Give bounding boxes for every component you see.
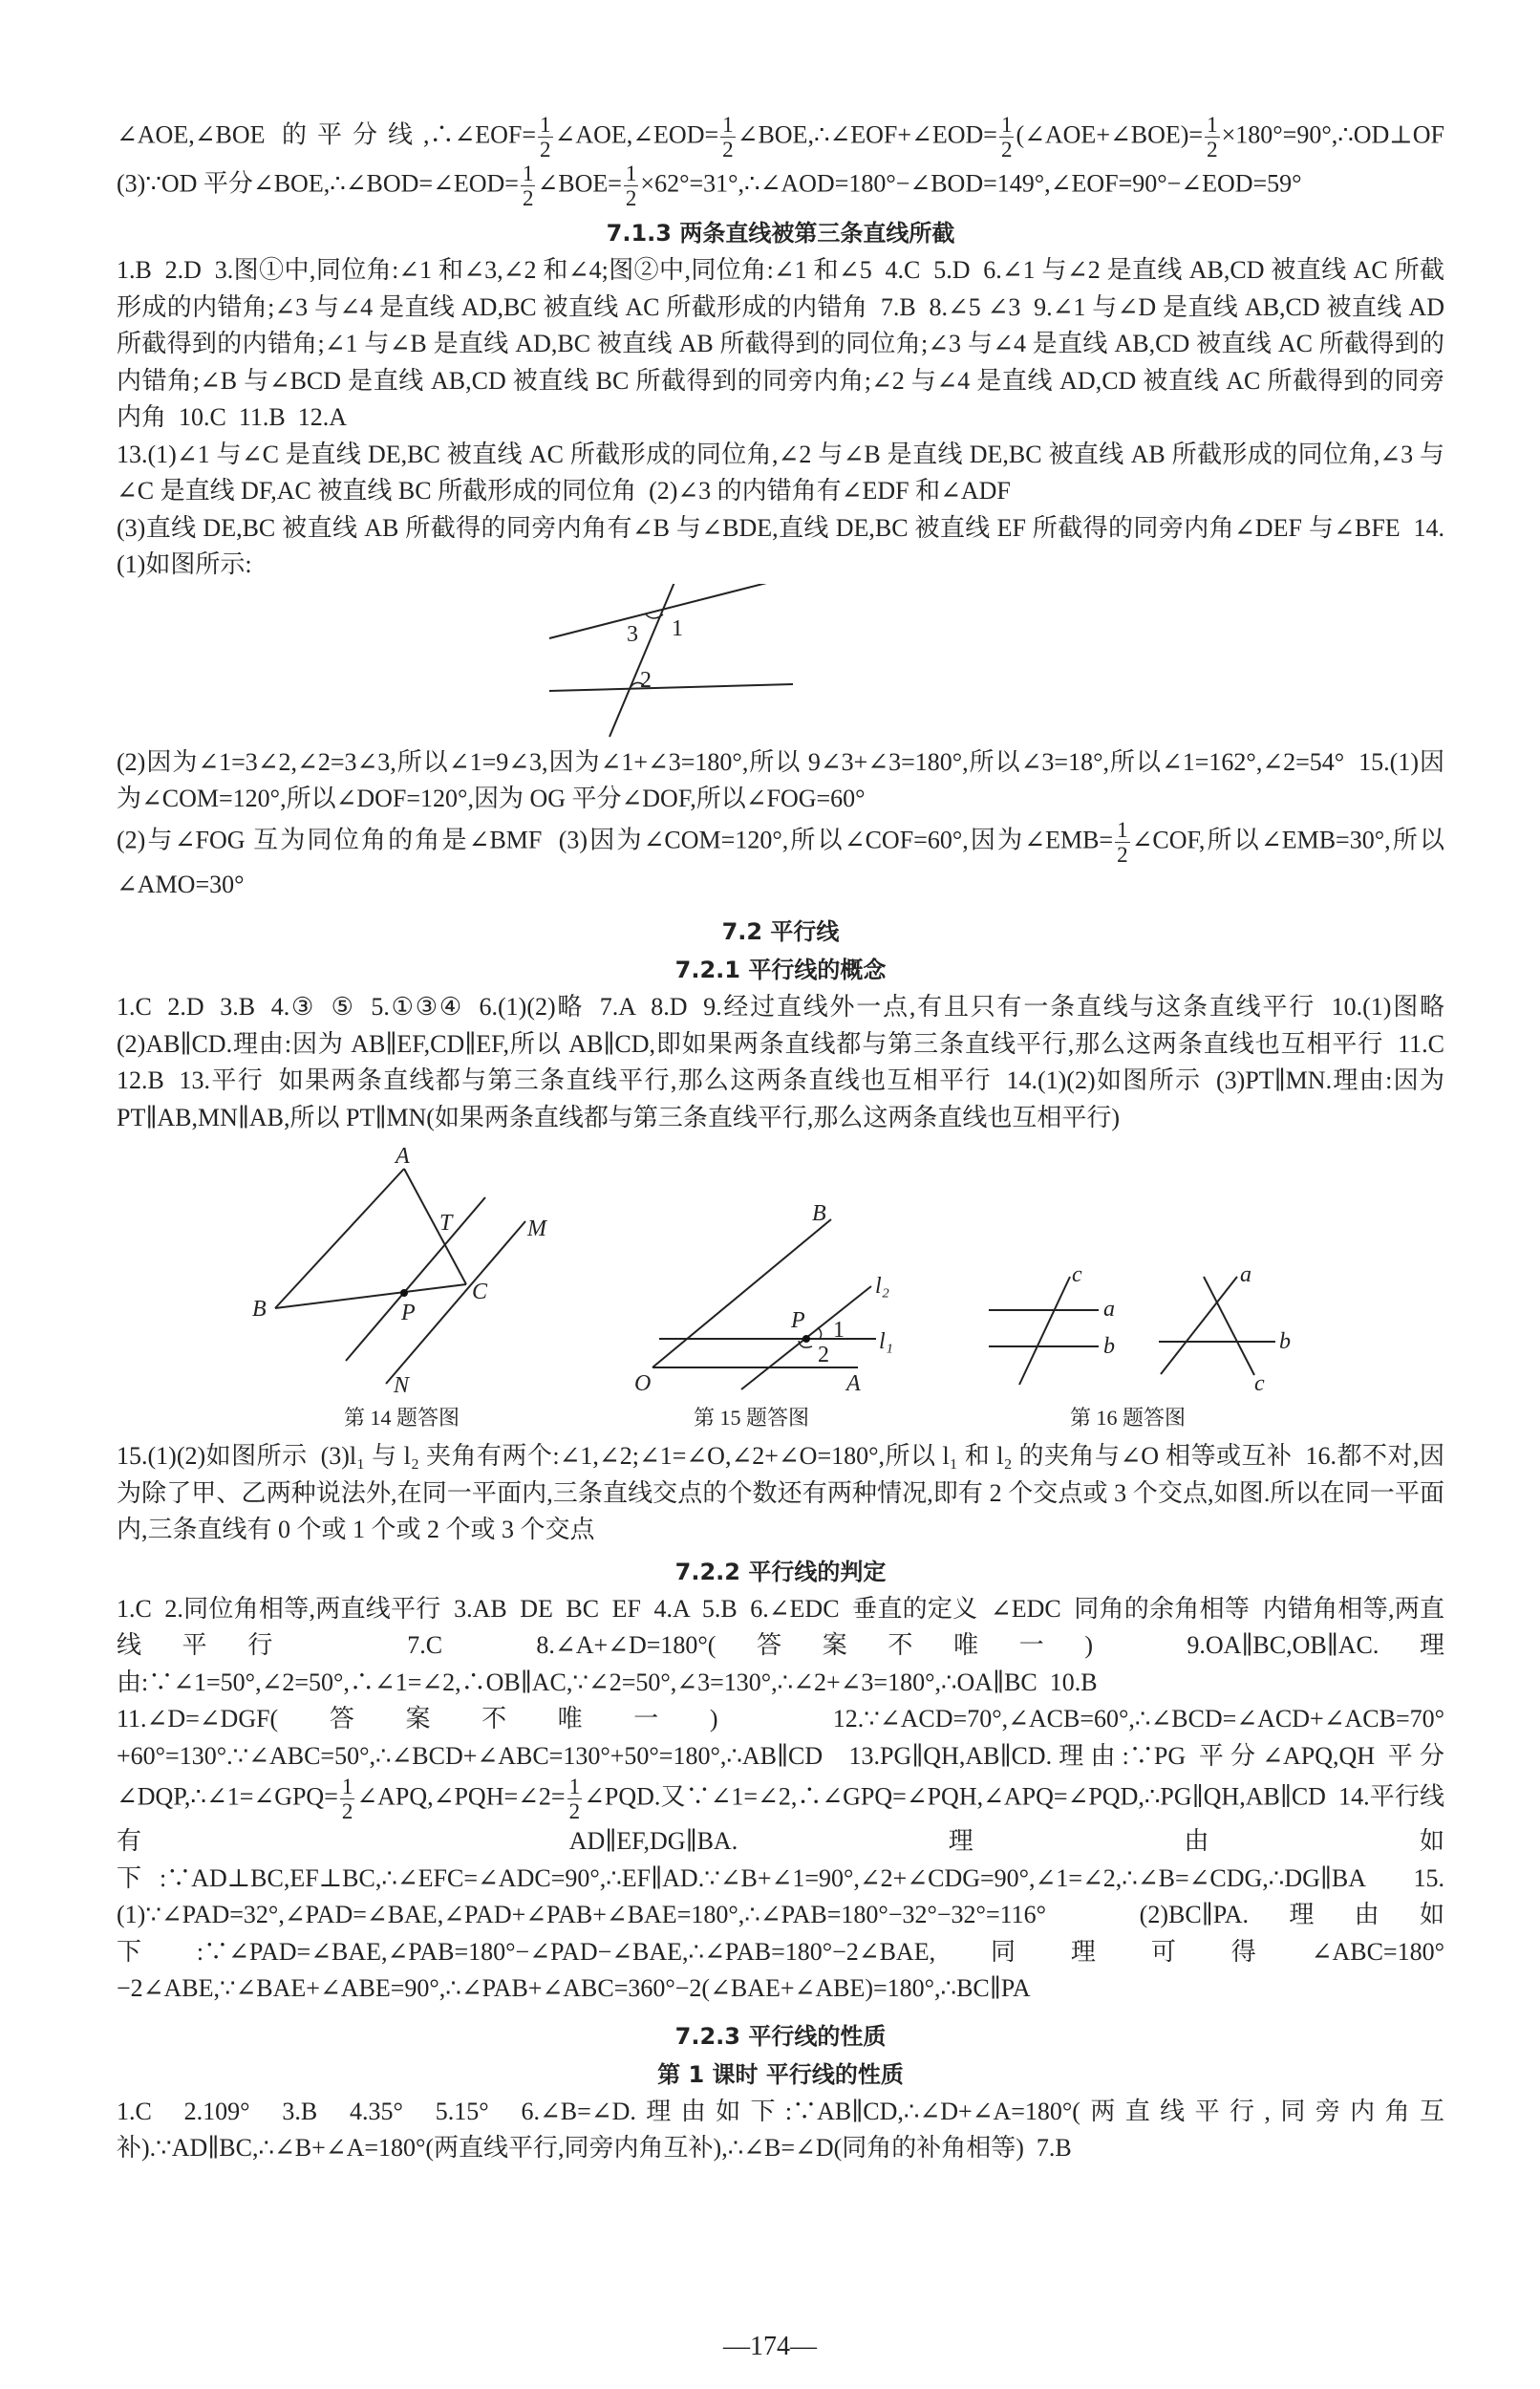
label-a: A <box>396 1144 410 1169</box>
angle-label: 3 <box>627 621 638 647</box>
section-heading-7-2: 7.2 平行线 <box>721 918 840 945</box>
answer-paragraph <box>117 2094 1444 2167</box>
section-heading-7-1-3: 7.1.3 两条直线被第三条直线所截 <box>606 220 955 247</box>
label-b: b <box>1279 1329 1291 1354</box>
fraction-numerator: 1 <box>722 113 734 137</box>
section-heading-7-2-3: 7.2.3 平行线的性质 <box>674 2022 887 2050</box>
figure-14-1 <box>117 584 1444 744</box>
text-run: (2)因为∠1=3∠2,∠2=3∠3,所以∠1=9∠3,因为∠1+∠3=180°,所以 9∠3+∠3=180°,所以∠3=18°,所以∠1=162°,∠2=54° 15.(1)因为∠COM=120°,所以∠DOF=120°,因为 OG 平分∠DOF,所以∠FOG=60° <box>117 747 1444 812</box>
text-run: 1.C 2.同位角相等,两直线平行 3.AB DE BC EF 4.A 5.B 6.∠EDC 垂直的定义 ∠EDC 同角的余角相等 内错角相等,两直线平行 7.C 8.∠A+∠D=180°(答案不唯一) 9.OA∥BC,OB∥AC.理由:∵∠1=50°,∠2=50°,∴∠1=∠2,∴OB∥AC,∵∠2=50°,∠3=130°,∴∠2+∠3=180°,∴OA∥BC 10.B <box>117 1594 1444 1696</box>
section-heading-7-2-1: 7.2.1 平行线的概念 <box>674 957 887 983</box>
label-c: c <box>1254 1371 1265 1396</box>
fraction-denominator: 2 <box>722 138 734 161</box>
figure-row-14-15-16 <box>117 1136 1444 1438</box>
label-p: P <box>401 1301 416 1325</box>
point-p <box>400 1289 408 1297</box>
text-run: ×180°=90°,∴OD⊥OF (3)∵OD 平分∠BOE,∴∠BOD=∠EOD= <box>117 120 1457 198</box>
fraction-numerator: 1 <box>540 113 551 137</box>
label-a: a <box>1240 1262 1251 1287</box>
angle-label-1: 1 <box>833 1318 845 1343</box>
fraction <box>567 1775 583 1823</box>
text-run: ∠BOE,∴∠EOF+∠EOD= <box>737 120 997 149</box>
fraction-denominator: 2 <box>341 1799 353 1823</box>
fraction <box>999 113 1015 161</box>
figure-caption: 第 15 题答图 <box>694 1406 810 1430</box>
answer-paragraph <box>117 1591 1444 1702</box>
text-run: ∠AOE,∠EOD= <box>554 120 719 149</box>
text-run: 1.C 2.109° 3.B 4.35° 5.15° 6.∠B=∠D.理由如下:∵AB∥CD,∴∠D+∠A=180°(两直线平行,同旁内角互补).∵AD∥BC,∴∠B+∠A=180°(两直线平行,同旁内角互补),∴∠B=∠D(同角的补角相等) 7.B <box>117 2097 1444 2162</box>
lesson-heading: 第 1 课时 平行线的性质 <box>657 2060 904 2088</box>
answer-paragraph <box>117 510 1444 584</box>
fraction-denominator: 2 <box>1207 138 1218 161</box>
label-t: T <box>439 1211 453 1236</box>
fraction-numerator: 1 <box>625 161 637 185</box>
figure-caption: 第 14 题答图 <box>344 1406 460 1430</box>
answer-paragraph <box>117 1701 1444 2008</box>
fraction-denominator: 2 <box>625 186 637 210</box>
text-run: 13.(1)∠1 与∠C 是直线 DE,BC 被直线 AC 所截形成的同位角,∠2 与∠B 是直线 DE,BC 被直线 AB 所截形成的同位角,∠3 与∠C 是直线 DF,AC 被直线 BC 所截形成的同位角 (2)∠3 的内错角有∠EDF 和∠ADF <box>117 440 1444 505</box>
answer-paragraph <box>117 437 1444 510</box>
fraction-denominator: 2 <box>540 138 551 161</box>
label-m: M <box>527 1216 546 1241</box>
text-run: (2)与∠FOG 互为同位角的角是∠BMF (3)因为∠COM=120°,所以∠COF=60°,因为∠EMB= <box>117 825 1114 853</box>
answer-page <box>117 113 1457 2167</box>
fraction-numerator: 1 <box>341 1775 353 1798</box>
text-run: ×62°=31°,∴∠AOD=180°−∠BOD=149°,∠EOF=90°−∠EOD=59° <box>640 169 1302 198</box>
fraction-denominator: 2 <box>1000 138 1013 161</box>
answer-paragraph <box>117 744 1444 818</box>
fraction-denominator: 2 <box>568 1799 581 1823</box>
text-run: (3)直线 DE,BC 被直线 AB 所截得的同旁内角有∠B 与∠BDE,直线 DE,BC 被直线 EF 所截得的同旁内角∠DEF 与∠BFE 14.(1)如图所示: <box>117 513 1444 578</box>
fraction <box>624 161 639 210</box>
text-run: 11.∠D=∠DGF(答案不唯一) 12.∵∠ACD=70°,∠ACB=60°,∴∠BCD=∠ACD+∠ACB=70°+60°=130°.∵∠ABC=50°,∴∠BCD+∠ABC=130°+50°=180°,∴AB∥CD 13.PG∥QH,AB∥CD.理由:∵PG 平分∠APQ,QH 平分∠DQP,∴∠1=∠GPQ= <box>117 1705 1444 1811</box>
fraction <box>538 113 553 161</box>
answer-paragraph <box>117 113 1457 210</box>
fraction <box>720 113 736 161</box>
text-run: (∠AOE+∠BOE)= <box>1016 120 1204 149</box>
answer-paragraph <box>117 818 1444 904</box>
angle-label: 1 <box>672 615 683 641</box>
text-run: ∠PQD.又∵∠1=∠2,∴∠GPQ=∠PQH,∠APQ=∠PQD,∴PG∥QH,AB∥CD 14.平行线有 AD∥EF,DG∥BA.理由如下:∵AD⊥BC,EF⊥BC,∴∠EFC=∠ADC=90°,∴EF∥AD.∵∠B+∠1=90°,∠2+∠CDG=90°,∠1=∠2,∴∠B=∠CDG,∴DG∥BA 15.(1)∵∠PAD=32°,∠PAD=∠BAE,∠PAD+∠PAB+∠BAE=180°,∴∠PAB=180°−32°−32°=116° (2)BC∥PA.理由如下:∵∠PAD=∠BAE,∠PAB=180°−∠PAD−∠BAE,∴∠PAB=180°−2∠BAE,同理可得∠ABC=180°−2∠ABE,∵∠BAE+∠ABE=90°,∴∠PAB+∠ABC=360°−2(∠BAE+∠ABE)=180°,∴BC∥PA <box>117 1782 1444 2002</box>
label-c: c <box>1072 1262 1082 1287</box>
figure-16 <box>989 1262 1291 1430</box>
angle-label-2: 2 <box>818 1343 829 1367</box>
fraction <box>521 161 536 210</box>
fraction-numerator: 1 <box>1207 113 1218 137</box>
text-run: ∠COF,所以∠EMB=30°,所以∠AMO=30° <box>117 825 1444 898</box>
fraction-numerator: 1 <box>1117 817 1128 842</box>
fraction-numerator: 1 <box>568 1775 581 1798</box>
text-run: 15.(1)(2)如图所示 (3)l₁ 与 l₂ 夹角有两个:∠1,∠2;∠1=∠O,∠2+∠O=180°,所以 l₁ 和 l₂ 的夹角与∠O 相等或互补 16.都不对,因为除了甲、乙两种说法外,在同一平面内,三条直线交点的个数还有两种情况,即有 2 个交点或 3 个交点,如图.所以在同一平面内,三条直线有 0 个或 1 个或 2 个或 3 个交点 <box>117 1442 1444 1543</box>
fraction <box>1205 113 1220 161</box>
answer-paragraph <box>117 989 1457 1136</box>
label-c: C <box>472 1280 488 1304</box>
figure-14 <box>252 1144 548 1430</box>
line-bottom <box>549 684 793 691</box>
fraction-numerator: 1 <box>522 161 534 185</box>
answer-paragraph <box>117 1438 1444 1549</box>
figure-caption: 第 16 题答图 <box>1070 1406 1187 1430</box>
text-run: 1.C 2.D 3.B 4.③ ⑤ 5.①③④ 6.(1)(2)略 7.A 8.D 9.经过直线外一点,有且只有一条直线与这条直线平行 10.(1)图略 (2)AB∥CD.理由:因为 AB∥EF,CD∥EF,所以 AB∥CD,即如果两条直线都与第三条直线平行,那么这两条直线也互相平行 11.C 12.B 13.平行 如果两条直线都与第三条直线平行,那么这两条直线也互相平行 14.(1)(2)如图所示 (3)PT∥MN.理由:因为 PT∥AB,MN∥AB,所以 PT∥MN(如果两条直线都与第三条直线平行,那么这两条直线也互相平行) <box>117 993 1457 1131</box>
label-b: B <box>252 1297 267 1322</box>
fraction <box>1115 818 1130 867</box>
label-l1: l₁ <box>879 1329 894 1354</box>
label-b: B <box>812 1201 826 1226</box>
text-run: ∠BOE= <box>537 169 622 198</box>
answer-paragraph <box>117 252 1451 437</box>
label-p: P <box>791 1308 805 1333</box>
page-number: —174— <box>723 2332 817 2361</box>
fraction-denominator: 2 <box>522 186 534 210</box>
fraction-denominator: 2 <box>1117 842 1128 867</box>
label-a: a <box>1103 1297 1115 1322</box>
label-l2: l₂ <box>875 1274 890 1299</box>
fraction-numerator: 1 <box>1000 113 1013 137</box>
angle-label: 2 <box>640 667 652 693</box>
text-run: 1.B 2.D 3.图①中,同位角:∠1 和∠3,∠2 和∠4;图②中,同位角:∠1 和∠5 4.C 5.D 6.∠1 与∠2 是直线 AB,CD 被直线 AC 所截形成的内错角;∠3 与∠4 是直线 AD,BC 被直线 AC 所截形成的内错角 7.B 8.∠5 ∠3 9.∠1 与∠D 是直线 AB,CD 被直线 AD 所截得到的内错角;∠1 与∠B 是直线 AD,BC 被直线 AB 所截得到的同位角;∠3 与∠4 是直线 AB,CD 被直线 AC 所截得到的内错角;∠B 与∠BCD 是直线 AB,CD 被直线 BC 所截得到的同旁内角;∠2 与∠4 是直线 AD,CD 被直线 AC 所截得到的同旁内角 10.C 11.B 12.A <box>117 256 1451 431</box>
text-run: ∠APQ,∠PQH=∠2= <box>356 1782 566 1811</box>
label-o: O <box>634 1371 652 1396</box>
fraction <box>340 1775 355 1823</box>
section-heading-7-2-2: 7.2.2 平行线的判定 <box>674 1558 887 1585</box>
text-run: ∠AOE,∠BOE 的平分线,∴∠EOF= <box>117 120 537 149</box>
label-a: A <box>846 1371 861 1396</box>
label-b: b <box>1103 1334 1115 1359</box>
label-n: N <box>394 1373 410 1398</box>
figure-15 <box>634 1201 893 1430</box>
